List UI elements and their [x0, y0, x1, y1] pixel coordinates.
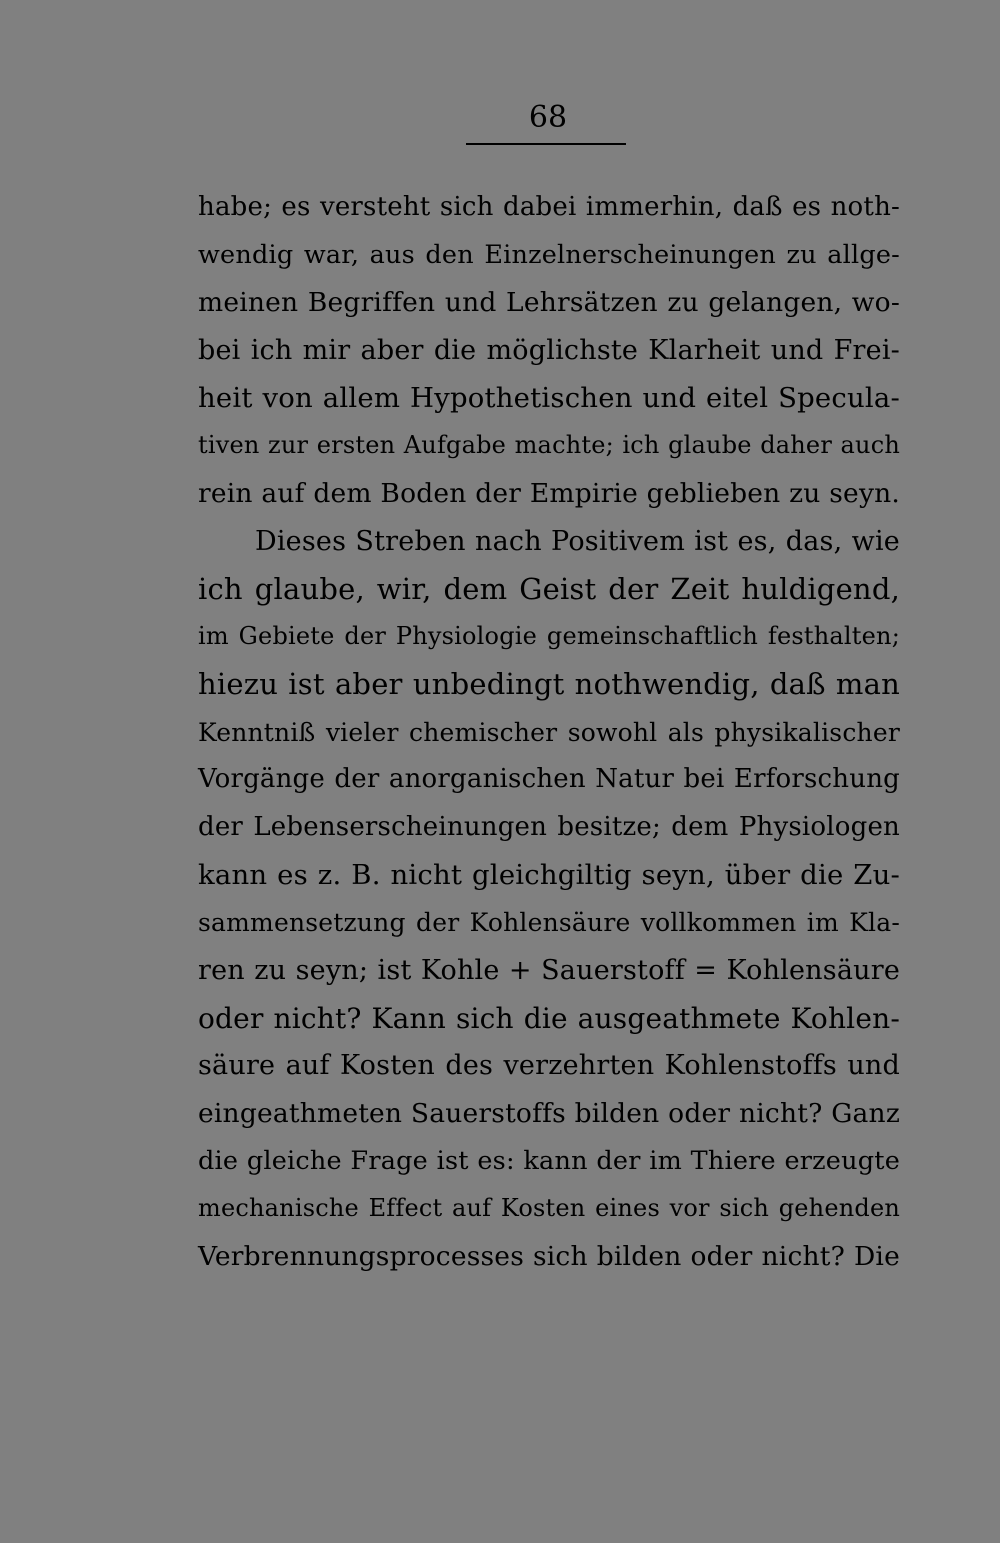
text-line: im Gebiete der Physiologie gemeinschaftlich festhalten; [198, 622, 900, 651]
text-line: bei ich mir aber die möglichste Klarheit und Frei- [198, 335, 900, 367]
text-line: rein auf dem Boden der Empirie geblieben zu seyn. [198, 478, 900, 510]
text-line: ich glaube, wir, dem Geist der Zeit huldigend, [198, 571, 900, 606]
text-line: Kenntniß vieler chemischer sowohl als physikalischer [198, 717, 900, 747]
text-line: ren zu seyn; ist Kohle + Sauerstoff = Kohlensäure [198, 955, 900, 986]
text-line: tiven zur ersten Aufgabe machte; ich glaube daher auch [198, 431, 900, 460]
text-line: kann es z. B. nicht gleichgiltig seyn, über die Zu- [198, 858, 900, 891]
body-text [198, 184, 900, 1281]
text-line: sammensetzung der Kohlensäure vollkommen im Kla- [198, 908, 900, 938]
text-line: wendig war, aus den Einzelnerscheinungen zu allge- [198, 239, 900, 270]
header-rule [466, 143, 626, 145]
text-line: Vorgänge der anorganischen Natur bei Erforschung [198, 764, 900, 795]
text-line: Dieses Streben nach Positivem ist es, das, wie [255, 525, 900, 557]
text-line: habe; es versteht sich dabei immerhin, daß es noth- [198, 192, 900, 222]
text-line: heit von allem Hypothetischen und eitel Specula- [198, 381, 900, 414]
text-line: Verbrennungsprocesses sich bilden oder nicht? Die [198, 1241, 900, 1273]
text-line: der Lebenserscheinungen besitze; dem Physiologen [198, 811, 900, 842]
text-line: hiezu ist aber unbedingt nothwendig, daß man [198, 666, 900, 701]
text-line: oder nicht? Kann sich die ausgeathmete Kohlen- [198, 1001, 900, 1035]
text-line: mechanische Effect auf Kosten eines vor sich gehenden [198, 1194, 900, 1223]
text-line: säure auf Kosten des verzehrten Kohlenstoffs und [198, 1050, 900, 1082]
text-line: die gleiche Frage ist es: kann der im Thiere erzeugte [198, 1145, 900, 1176]
page-number: 68 [528, 100, 568, 135]
text-line: eingeathmeten Sauerstoffs bilden oder nicht? Ganz [198, 1098, 900, 1130]
text-line: meinen Begriffen und Lehrsätzen zu gelangen, wo- [198, 287, 900, 319]
